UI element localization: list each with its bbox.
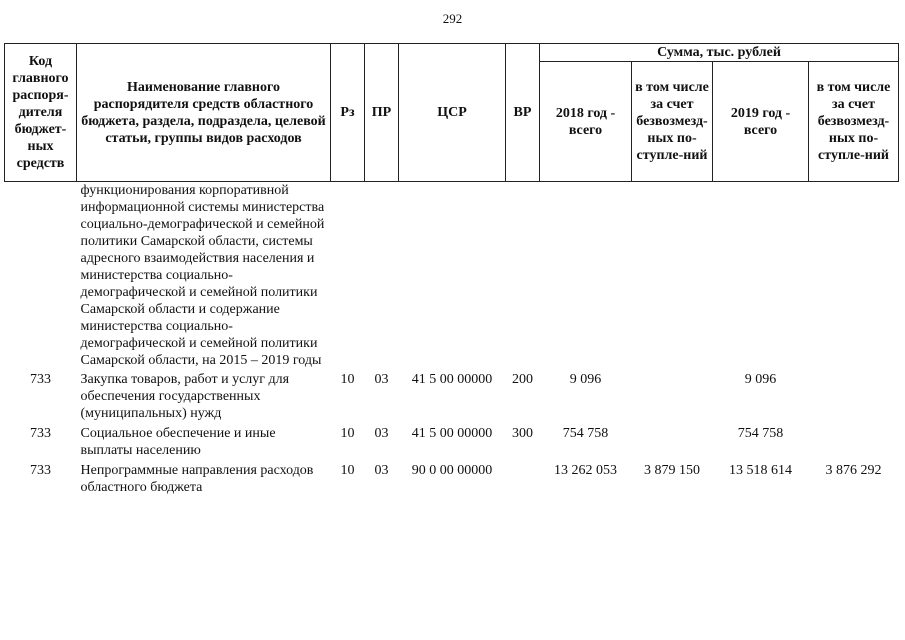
row-2019-grants: 3 876 292 bbox=[825, 463, 882, 478]
row-name: Непрограммные направления расходов областного бюджета bbox=[80, 463, 314, 495]
header-code: Код главного распоря-дителя бюджет-ных средств bbox=[5, 44, 77, 182]
row-2018-total: 754 758 bbox=[562, 426, 609, 441]
row-code: 733 bbox=[30, 463, 51, 478]
row-2018-grants bbox=[632, 369, 713, 422]
row-rz: 10 bbox=[340, 372, 355, 387]
row-vr: 200 bbox=[512, 372, 533, 387]
row-2018-total: 9 096 bbox=[569, 372, 602, 387]
header-rz: Рз bbox=[331, 44, 365, 182]
row-vr: 300 bbox=[512, 426, 533, 441]
row-code: 733 bbox=[30, 372, 51, 387]
header-name: Наименование главного распорядителя средств областного бюджета, раздела, подраздела, целевой статьи, группы видов расходов bbox=[77, 44, 331, 182]
row-csr: 41 5 00 00000 bbox=[411, 372, 493, 387]
row-2019-grants bbox=[809, 422, 899, 459]
row-2018-grants bbox=[632, 422, 713, 459]
row-code: 733 bbox=[30, 426, 51, 441]
header-2019-grants: в том числе за счет безвозмезд-ных по-ступле-ний bbox=[809, 62, 899, 182]
row-name: Социальное обеспечение и иные выплаты населению bbox=[80, 426, 276, 458]
table-row bbox=[5, 422, 899, 459]
header-csr: ЦСР bbox=[399, 44, 506, 182]
header-2018-total: 2018 год - всего bbox=[540, 62, 632, 182]
row-pr: 03 bbox=[374, 372, 389, 387]
continuation-code bbox=[5, 182, 77, 370]
row-2019-total: 13 518 614 bbox=[729, 463, 792, 478]
budget-table bbox=[4, 43, 899, 496]
continuation-text: функционирования корпоративной информационной системы министерства социально-демографической и семейной политики Самарской области, системы адресного взаимодействия населения и министерства социально-демографической и семейной политики Самарской области и содержание министерства социально-демографической и семейной политики Самарской области, на 2015 – 2019 годы bbox=[80, 183, 325, 368]
row-pr: 03 bbox=[374, 463, 389, 478]
row-csr: 41 5 00 00000 bbox=[411, 426, 493, 441]
row-vr bbox=[506, 459, 540, 496]
table-header bbox=[5, 44, 899, 182]
table-row bbox=[5, 369, 899, 422]
row-2018-total: 13 262 053 bbox=[554, 463, 617, 478]
row-csr: 90 0 00 00000 bbox=[411, 463, 493, 478]
row-2019-total: 754 758 bbox=[737, 426, 784, 441]
table-row bbox=[5, 459, 899, 496]
header-sum-group: Сумма, тыс. рублей bbox=[540, 44, 899, 62]
row-2019-grants bbox=[809, 369, 899, 422]
table-body bbox=[5, 182, 899, 497]
header-pr: ПР bbox=[365, 44, 399, 182]
row-2018-grants: 3 879 150 bbox=[644, 463, 700, 478]
header-2018-grants: в том числе за счет безвозмезд-ных по-ступле-ний bbox=[632, 62, 713, 182]
row-rz: 10 bbox=[340, 426, 355, 441]
page-number: 292 bbox=[442, 11, 463, 26]
header-2019-total: 2019 год - всего bbox=[713, 62, 809, 182]
row-name: Закупка товаров, работ и услуг для обеспечения государственных (муниципальных) нужд bbox=[80, 372, 290, 421]
row-2019-total: 9 096 bbox=[744, 372, 777, 387]
row-rz: 10 bbox=[340, 463, 355, 478]
row-pr: 03 bbox=[374, 426, 389, 441]
header-vr: ВР bbox=[506, 44, 540, 182]
continuation-row bbox=[5, 182, 899, 370]
